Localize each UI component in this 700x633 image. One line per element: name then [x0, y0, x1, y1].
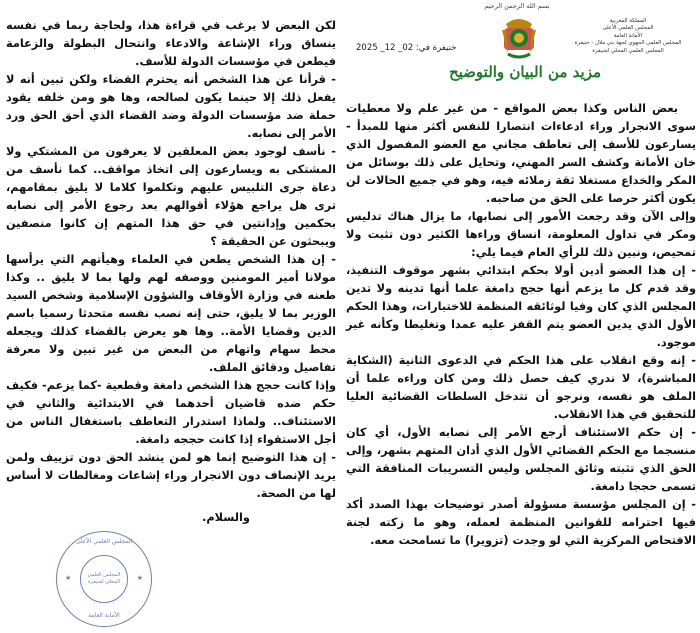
star-icon: ★ [65, 574, 72, 582]
paragraph: - قرأنا عن هذا الشخص أنه يحترم القضاء ولكن تبين أنه لا يفعل ذلك إلا حينما يكون لصالحه، وها هو ومن خلفه يقود حملة ضد مؤسسات الدولة وضد القضاء الذي أحق الحق ورد الأمر إلى نصابه. [6, 73, 336, 140]
closing: والسلام. [202, 511, 250, 524]
stamp-bottom-text: الأمانة العامة [88, 612, 120, 619]
paragraph: - إن هذا العضو أدين أولا بحكم ابتدائي بشهر موقوف التنفيذ، وقد قدم كل ما يزعم أنها حجج دامغة علما أنها تدينه ولا تدين المجلس الذي كان وفيا لوثائقه المنظمة للاختبارات، وهذا الحكم الأول الذي يدين العضو يتم القفز عليه عمدا وتغليطا وكأنه غير موجود. [346, 264, 696, 349]
stamp-top-text: المجلس العلمي الأعلى [75, 538, 133, 545]
letterhead-line: المجلس العلمي الأعلى [602, 25, 654, 32]
paragraph: لكن البعض لا يرغب في قراءة هذا، ولحاجة ربما في نفسه ينساق وراء الإشاعة والادعاء وانتحال البطولة والزعامة فيطعن في مؤسسات الدولة للأسف. [6, 19, 336, 68]
paragraph: - إن المجلس مؤسسة مسؤولة أصدر توضيحات بهذا الصدد أكد فيها احترامه للقوانين المنظمة لعمله، وهو ما زكته لجنة الافتحاص المركزية التي لو وجدت (تزويرا) ما تسامحت معه. [346, 498, 696, 547]
letterhead-line: المجلس العلمي الجهوي لجهة بني ملال - خنيفرة [574, 40, 682, 47]
letterhead [560, 18, 696, 55]
official-stamp [56, 531, 152, 627]
document-title: مزيد من البيان والتوضيح [448, 63, 602, 81]
paragraph: - نأسف لوجود بعض المعلقين لا يعرفون من المشتكي ولا المشتكى به ويسارعون إلى اتخاذ مواقف.. كما نأسف من دعاة جرى التلبيس عليهم وتكلموا كلاما لا يليق بمقامهم، ترى هل يراجع هؤلاء أقوالهم بعد رجوع الأمر إلى نصابه بحكمين وإدانتين في حق هذا المتهم إن كانوا منصفين ويبحثون عن الحقيقة ؟ [6, 145, 336, 248]
right-column [346, 100, 696, 550]
document-date: خنيفرة في: 02_ 12_ 2025 [356, 43, 457, 53]
paragraph: - إنه وقع انقلاب على هذا الحكم في الدعوى الثانية (الشكاية المباشرة)، لا ندري كيف حصل ذلك ومن كان وراءه علما أن الملف هو نفسه، ونرجو أن تتدخل السلطات القضائية العليا للتحقيق في هذا الانقلاب. [346, 354, 696, 421]
letterhead-line: الأمانة العامة [613, 32, 643, 39]
paragraph: - إن هذا التوضيح إنما هو لمن ينشد الحق دون تزييف ولمن يريد الإنصاف دون الانجرار وراء إشاعات ومغالطات لا أساس لها من الصحة. [6, 451, 336, 500]
basmala: بسم الله الرحمن الرحيم [484, 2, 550, 10]
paragraph: وإلى الآن وقد رجعت الأمور إلى نصابها، ما يزال هناك تدليس ومكر في تداول المعلومة، انساق وراءها الكثير دون تثبت ولا تمحيص، ونبين ذلك للرأي العام فيما يلي: [346, 210, 696, 259]
stamp-inner-ring [80, 555, 128, 603]
stamp-inner-text: المجلس العلمي المحلي لخنيفرة [87, 572, 121, 585]
stamp-container [6, 531, 336, 627]
letterhead-line: المجلس العلمي المحلي لخنيفرة [592, 47, 664, 54]
paragraph: بعض الناس وكذا بعض المواقع - من غير علم ولا معطيات سوى الانجرار وراء ادعاءات انتصارا للنفس أكثر منها للمبدأ - يسارعون للأسف إلى تعاطف مجاني مع العضو المفصول الذي خان الأمانة وكشف السر المهني، وتحايل على ذلك بوسائل من المكر والخداع مستغلا ثقة زملائه فيه، وهو في جميع الحالات لن يكون أكثر حرصا على الحق من صاحبه. [346, 102, 696, 205]
star-icon: ★ [136, 574, 143, 582]
paragraph: - إن حكم الاستئناف أرجع الأمر إلى نصابه الأول، أي كان منسجما مع الحكم القضائي الأول الذي أدان المتهم بشهر، وإلى الحق الذي تثبته وثائق المجلس وليس التسريبات المنافقة التي تسمى حججا دامغة. [346, 426, 696, 493]
left-column [6, 17, 336, 627]
letterhead-line: المملكة المغربية [609, 18, 647, 24]
paragraph: وإذا كانت حجج هذا الشخص دامغة وقطعية -كما يزعم- فكيف حكم ضده قاضيان أحدهما في الابتدائية والثاني في الاستئناف.. ولماذا استدرار التعاطف باستغفال الناس من أجل الاستقواء إذا كانت حججه دامغة. [6, 379, 336, 446]
paragraph: - إن هذا الشخص يطعن في العلماء وهيأتهم التي يرأسها مولانا أمير المومنين ووصفه لهم ولها بما لا يليق .. وكذا طعنه في وزارة الأوقاف والشؤون الإسلامية وشخص السيد الوزير بما لا يليق، حتى إنه نصب نفسه متحدثا رسميا باسم الدين وقضايا الأمة.. وها هو يعرض بالقضاء كذلك ويجعله محط سهام واتهام من البعض من غير تبين ولا معرفة تفاصيل ودقائق الملف. [6, 253, 336, 374]
coat-of-arms-icon [500, 14, 538, 60]
